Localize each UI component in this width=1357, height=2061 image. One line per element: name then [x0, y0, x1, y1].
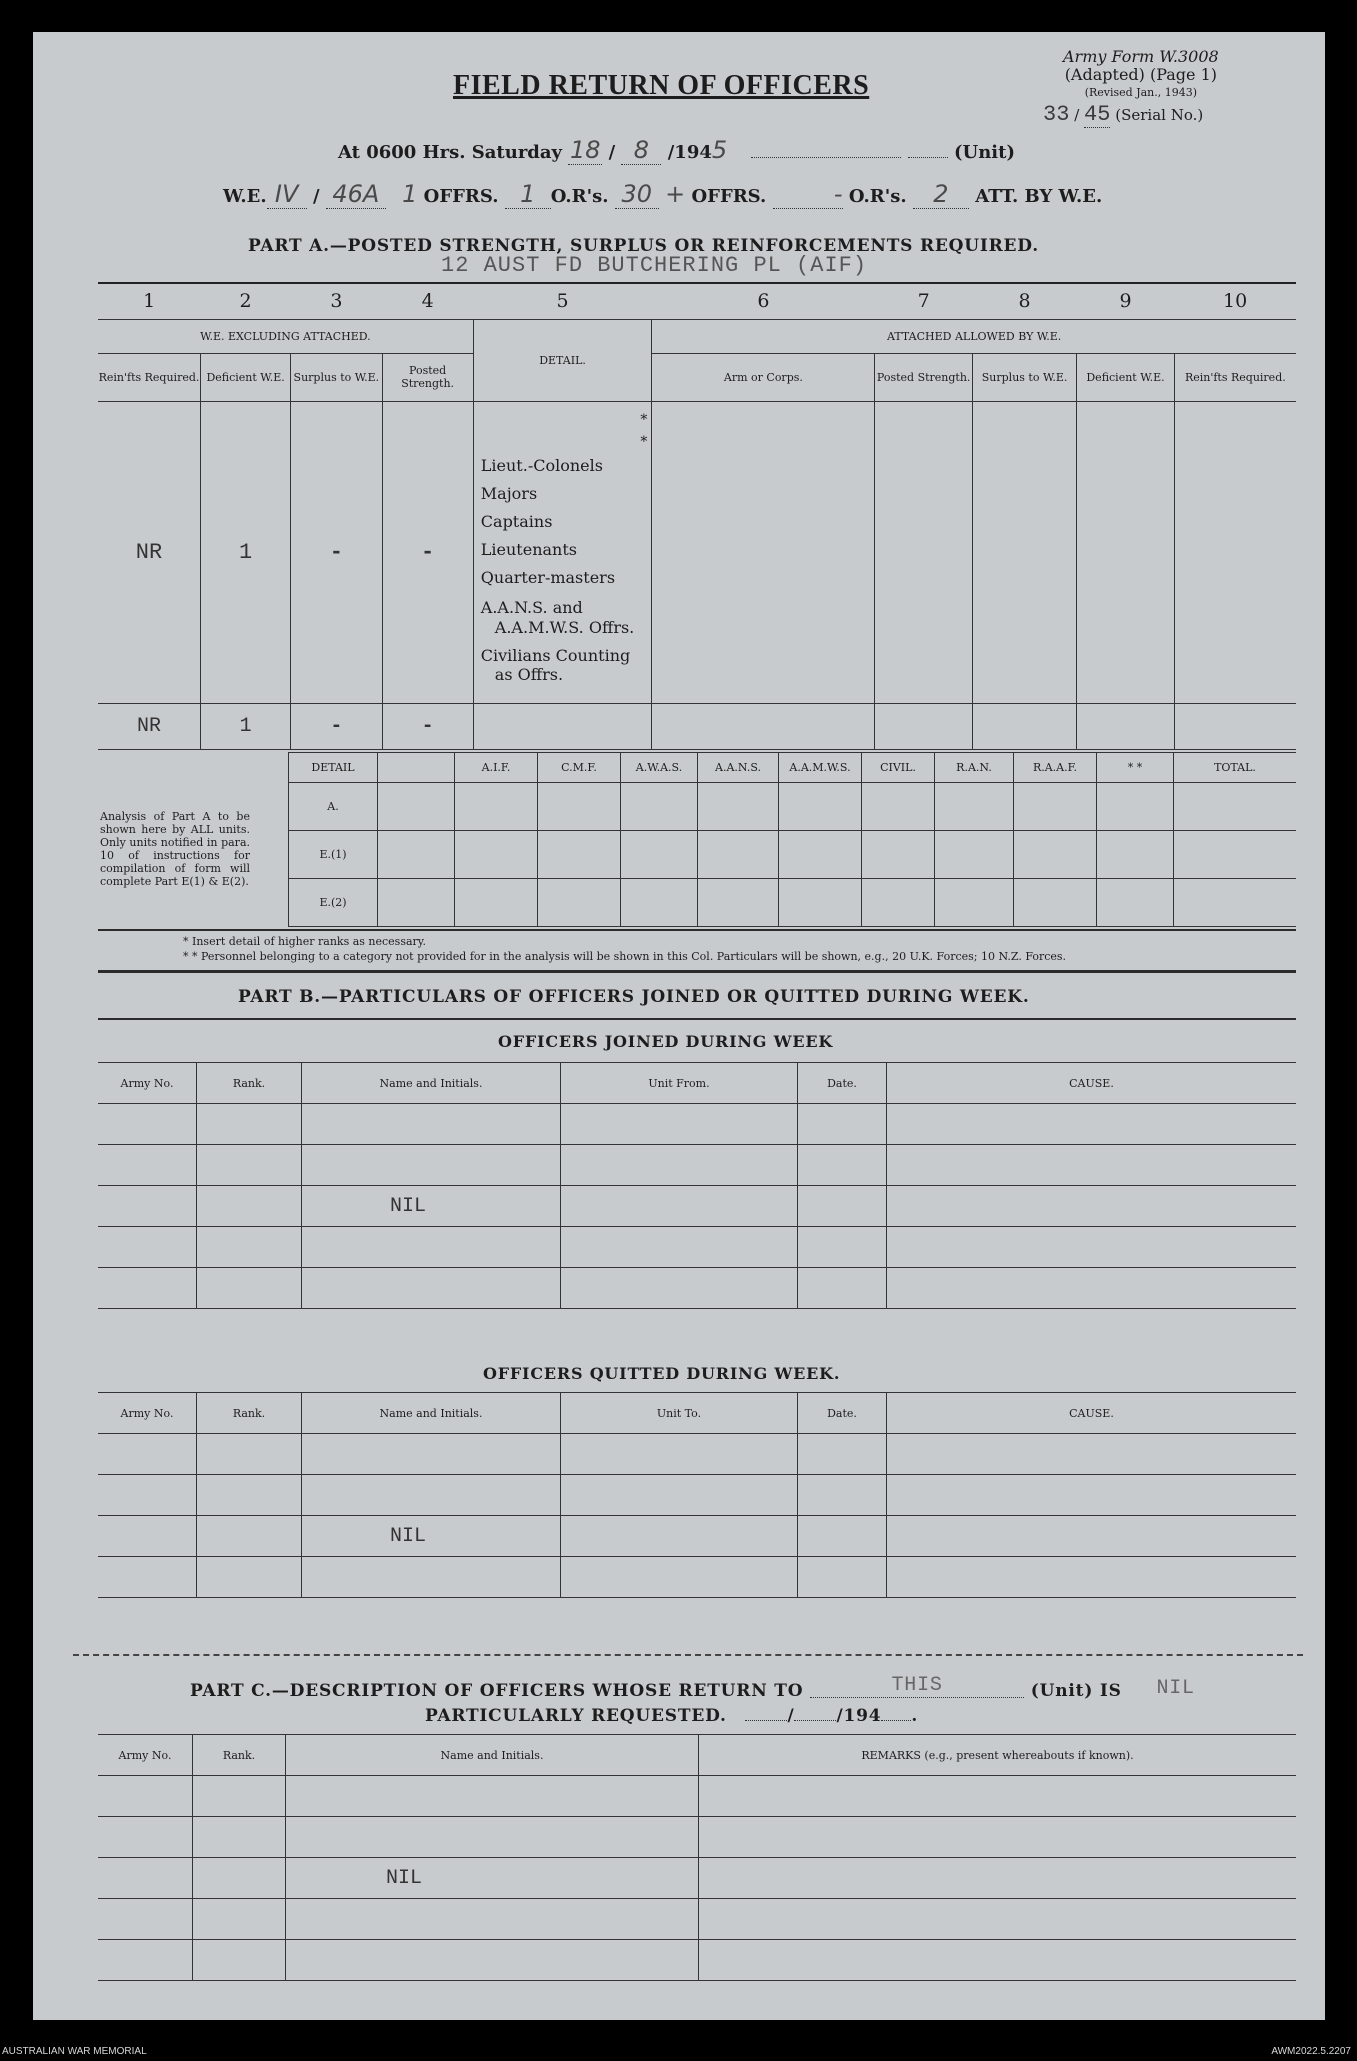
detail-majors: Majors	[480, 483, 538, 503]
part-c-title-a: PART C.—DESCRIPTION OF OFFICERS WHOSE RETURN TO	[190, 1681, 804, 1701]
an-h-ran: R.A.N.	[935, 753, 1014, 783]
an-h-raaf: R.A.A.F.	[1014, 753, 1097, 783]
an-h-other: * *	[1097, 753, 1174, 783]
analysis-table	[288, 752, 1296, 927]
joined-table	[98, 1062, 1296, 1309]
an-h-awas: A.W.A.S.	[621, 753, 698, 783]
hdr-att-deficient: Deficient W.E.	[1077, 353, 1174, 401]
total-deficient: 1	[200, 703, 290, 749]
col-num-3: 3	[291, 283, 382, 319]
part-c-date-year: /194	[836, 1706, 882, 1726]
unit-label: (Unit)	[954, 142, 1015, 163]
joined-title: OFFICERS JOINED DURING WEEK	[498, 1032, 834, 1051]
part-c-unit-is: (Unit) IS	[1030, 1681, 1122, 1701]
total-detail	[473, 703, 652, 749]
we-value-1: IV	[267, 180, 307, 209]
part-c-table	[98, 1734, 1296, 1981]
detail-civilians: Civilians Counting	[480, 645, 631, 665]
att-label: ATT. BY W.E.	[975, 186, 1103, 207]
total-posted: -	[382, 703, 473, 749]
att-posted-cell	[875, 401, 972, 703]
col-num-6: 6	[652, 283, 875, 319]
detail-header: DETAIL.	[473, 319, 652, 401]
hdr-reinfts-req: Rein'fts Required.	[98, 353, 200, 401]
deficient-value: 1	[200, 401, 290, 703]
form-number: Army Form W.3008	[1063, 47, 1219, 66]
year-prefix: /194	[667, 142, 712, 163]
hdr-surplus: Surplus to W.E.	[291, 353, 382, 401]
an-h-blank	[378, 753, 455, 783]
plus-sign: +	[665, 180, 686, 208]
footnote-1: * Insert detail of higher ranks as necessary.	[183, 935, 427, 948]
an-row-e2: E.(2)	[289, 879, 378, 927]
col-num-8: 8	[972, 283, 1076, 319]
q-h-cause: CAUSE.	[887, 1393, 1297, 1434]
j-h-rank: Rank.	[197, 1063, 302, 1104]
serial-label: (Serial No.)	[1115, 106, 1204, 124]
att-reinfts-cell	[1174, 401, 1296, 703]
hdr-arm-corps: Arm or Corps.	[652, 353, 875, 401]
ors2-value: 2	[913, 180, 969, 209]
total-att-deficient	[1077, 703, 1174, 749]
q-h-name: Name and Initials.	[302, 1393, 561, 1434]
form-identifier	[1063, 48, 1219, 102]
an-h-aamws: A.A.M.W.S.	[779, 753, 862, 783]
asterisk-2: *	[640, 433, 648, 450]
col-num-5: 5	[473, 283, 652, 319]
total-arm	[652, 703, 875, 749]
col-num-7: 7	[875, 283, 972, 319]
serial-number	[1043, 102, 1203, 127]
analysis-note: Analysis of Part A to be shown here by ALL units. Only units notified in para. 10 of instructions for compilation of form will complete Part E(1) & E(2).	[100, 810, 250, 888]
an-row-a: A.	[289, 783, 378, 831]
part-c-nil: NIL	[286, 1858, 699, 1899]
q-h-rank: Rank.	[197, 1393, 302, 1434]
year-digit: 5	[711, 136, 728, 164]
offrs2-value: -	[773, 180, 843, 209]
col-num-9: 9	[1077, 283, 1174, 319]
detail-list	[481, 452, 648, 684]
col-num-1: 1	[98, 283, 200, 319]
date-line: At 0600 Hrs. Saturday 18 / 8 /1945 (Unit)	[338, 136, 1015, 164]
form-revised: (Revised Jan., 1943)	[1084, 86, 1198, 99]
form-adapted: (Adapted) (Page 1)	[1064, 65, 1218, 84]
total-att-posted	[875, 703, 972, 749]
posted-value: -	[382, 401, 473, 703]
detail-captains: Captains	[480, 511, 553, 531]
col-num-2: 2	[200, 283, 290, 319]
serial-sep: /	[1074, 106, 1080, 124]
part-c-nil-typed: NIL	[1156, 1677, 1195, 1700]
an-h-cmf: C.M.F.	[538, 753, 621, 783]
an-h-detail: DETAIL	[289, 753, 378, 783]
joined-nil: NIL	[302, 1186, 561, 1227]
q-h-army: Army No.	[98, 1393, 197, 1434]
part-c-line-2: PARTICULARLY REQUESTED. / /194 .	[425, 1706, 919, 1726]
day-value: 18	[570, 136, 601, 164]
part-a-table	[98, 282, 1296, 750]
surplus-value: -	[291, 401, 382, 703]
group-we-excluding: W.E. EXCLUDING ATTACHED.	[98, 319, 473, 353]
an-h-aif: A.I.F.	[455, 753, 538, 783]
detail-as-offrs: as Offrs.	[494, 664, 564, 684]
part-b-title: PART B.—PARTICULARS OF OFFICERS JOINED OR QUITTED DURING WEEK.	[238, 987, 1030, 1007]
q-h-unit: Unit To.	[561, 1393, 798, 1434]
we-value-2: 46A	[326, 180, 386, 209]
quitted-nil: NIL	[302, 1516, 561, 1557]
group-attached: ATTACHED ALLOWED BY W.E.	[652, 319, 1296, 353]
offrs-value: 1	[402, 180, 418, 208]
part-a-title: PART A.—POSTED STRENGTH, SURPLUS OR REINFORCEMENTS REQUIRED.	[248, 236, 1039, 256]
total-surplus: -	[291, 703, 382, 749]
hdr-att-posted: Posted Strength.	[875, 353, 972, 401]
hdr-deficient: Deficient W.E.	[200, 353, 290, 401]
quitted-table	[98, 1392, 1296, 1598]
part-c-this: THIS	[810, 1674, 1024, 1698]
col-num-10: 10	[1174, 283, 1296, 319]
offrs-label: OFFRS.	[423, 186, 499, 207]
detail-lt-col: Lieut.-Colonels	[480, 455, 603, 475]
j-h-cause: CAUSE.	[887, 1063, 1297, 1104]
quitted-title: OFFICERS QUITTED DURING WEEK.	[483, 1364, 841, 1383]
detail-aamws: A.A.M.W.S. Offrs.	[494, 617, 635, 637]
footer-accession: AWM2022.5.2207	[1271, 2046, 1351, 2057]
an-row-e1: E.(1)	[289, 831, 378, 879]
we-label: W.E.	[223, 186, 267, 207]
att-deficient-cell	[1077, 401, 1174, 703]
total-rein-req: NR	[98, 703, 200, 749]
q-h-date: Date.	[798, 1393, 887, 1434]
ors2-label: O.R's.	[848, 186, 907, 207]
footer-source: AUSTRALIAN WAR MEMORIAL	[2, 2046, 147, 2057]
col-num-4: 4	[382, 283, 473, 319]
serial-hand-2: 45	[1084, 102, 1111, 127]
detail-cell	[473, 401, 652, 703]
att-surplus-cell	[972, 401, 1076, 703]
hdr-att-reinfts: Rein'fts Required.	[1174, 353, 1296, 401]
footnote-2: * * Personnel belonging to a category not provided for in the analysis will be shown in this Col. Particulars will be shown, e.g., 20 U.K. Forces; 10 N.Z. Forces.	[183, 950, 1067, 963]
unit-typed: 12 AUST FD BUTCHERING PL (AIF)	[441, 253, 868, 278]
at-label: At 0600 Hrs. Saturday	[338, 142, 563, 163]
hdr-att-surplus: Surplus to W.E.	[972, 353, 1076, 401]
j-h-army: Army No.	[98, 1063, 197, 1104]
an-h-total: TOTAL.	[1174, 753, 1297, 783]
j-h-name: Name and Initials.	[302, 1063, 561, 1104]
total-att-reinfts	[1174, 703, 1296, 749]
serial-hand-1: 33	[1043, 102, 1070, 127]
total-att-surplus	[972, 703, 1076, 749]
offrs2-label: OFFRS.	[691, 186, 767, 207]
asterisk-1: *	[640, 411, 648, 428]
detail-qm: Quarter-masters	[480, 567, 616, 587]
part-c-title-b: PARTICULARLY REQUESTED.	[425, 1706, 727, 1726]
form-title: FIELD RETURN OF OFFICERS	[453, 70, 870, 101]
detail-lieutenants: Lieutenants	[480, 539, 577, 559]
an-h-civil: CIVIL.	[862, 753, 935, 783]
part-c-date-sep: /	[787, 1706, 795, 1726]
cut-line	[73, 1654, 1303, 1656]
an-h-aans: A.A.N.S.	[698, 753, 779, 783]
arm-corps-cell	[652, 401, 875, 703]
c-h-rank: Rank.	[193, 1735, 286, 1776]
form-paper	[33, 32, 1325, 2020]
c-h-army: Army No.	[98, 1735, 193, 1776]
hdr-posted: Posted Strength.	[382, 353, 473, 401]
plus-value: 30	[615, 180, 659, 209]
j-h-date: Date.	[798, 1063, 887, 1104]
detail-aans: A.A.N.S. and	[480, 597, 583, 617]
rein-req-value: NR	[98, 401, 200, 703]
month-value: 8	[621, 136, 661, 165]
c-h-remarks: REMARKS (e.g., present whereabouts if known).	[699, 1735, 1297, 1776]
ors-value: 1	[505, 180, 551, 209]
c-h-name: Name and Initials.	[286, 1735, 699, 1776]
part-c-line-1	[190, 1674, 1195, 1701]
j-h-unit: Unit From.	[561, 1063, 798, 1104]
ors-label: O.R's.	[550, 186, 609, 207]
we-line: W.E. IV / 46A 1 OFFRS. 1 O.R's. 30 + OFFRS. - O.R's. 2 ATT. BY W.E.	[223, 180, 1103, 208]
